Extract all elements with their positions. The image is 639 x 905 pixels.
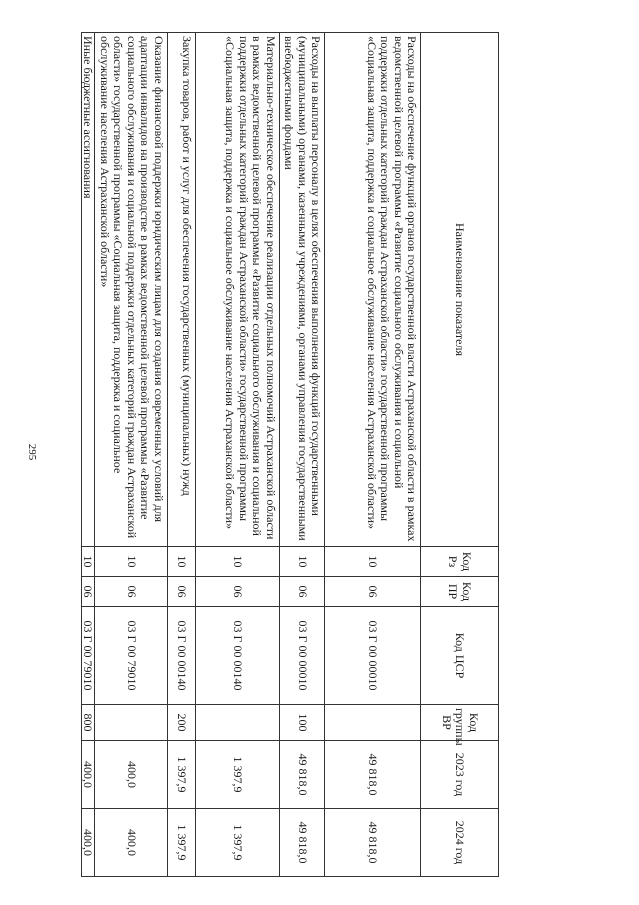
table-row [325,33,421,877]
row-csr: 03 Г 00 79010 [95,607,167,705]
row-name: Материально-техническое обеспечение реализации отдельных полномочий Астраханской области в рамках ведомственной целевой программы «Развитие социального обслуживания и социальной поддержки отдельных категорий граждан Астраханской области» государственной программы «Социальная защита, поддержка и социальное обслуживание населения Астраханской области» [195,33,279,547]
row-2024: 49 818,0 [325,809,421,877]
row-csr: 03 Г 00 00140 [195,607,279,705]
header-2024: 2024 год [421,809,499,877]
header-name: Наименование показателя [421,33,499,547]
row-rz: 10 [95,547,167,577]
row-name: Иные бюджетные ассигнования [82,33,95,547]
row-vr [95,705,167,741]
row-pr: 06 [279,577,324,607]
row-2023: 1 397,9 [167,741,195,809]
row-vr: 100 [279,705,324,741]
table-row [279,33,324,877]
page-number: 295 [26,443,38,461]
row-2023: 49 818,0 [279,741,324,809]
table-header-row [421,33,499,877]
row-csr: 03 Г 00 79010 [82,607,95,705]
table-row [195,33,279,877]
row-2024: 400,0 [82,809,95,877]
row-name: Расходы на выплаты персоналу в целях обеспечения выполнения функций государственными (муниципальными) органами, казенными учреждениями, органами управления государственными внебюджетными фондами [279,33,324,547]
row-2024: 49 818,0 [279,809,324,877]
row-rz: 10 [82,547,95,577]
row-2023: 49 818,0 [325,741,421,809]
row-pr: 06 [95,577,167,607]
row-csr: 03 Г 00 00010 [279,607,324,705]
row-2023: 1 397,9 [195,741,279,809]
row-vr: 800 [82,705,95,741]
row-2024: 400,0 [95,809,167,877]
row-pr: 06 [82,577,95,607]
table-row [167,33,195,877]
table-row [82,33,95,877]
row-2024: 1 397,9 [195,809,279,877]
header-vr: Код группы ВР [421,705,499,741]
row-vr: 200 [167,705,195,741]
row-name: Закупка товаров, работ и услуг для обеспечения государственных (муниципальных) нужд [167,33,195,547]
row-rz: 10 [325,547,421,577]
row-pr: 06 [195,577,279,607]
rotated-table-container [81,32,499,876]
row-vr [325,705,421,741]
row-pr: 06 [325,577,421,607]
row-pr: 06 [167,577,195,607]
header-2023: 2023 год [421,741,499,809]
row-rz: 10 [195,547,279,577]
row-csr: 03 Г 00 00140 [167,607,195,705]
row-2024: 1 397,9 [167,809,195,877]
row-2023: 400,0 [82,741,95,809]
table-row [95,33,167,877]
header-rz: Код Рз [421,547,499,577]
row-rz: 10 [167,547,195,577]
budget-table [82,32,500,877]
row-name: Оказание финансовой поддержки юридическим лицам для создания современных условий для адаптации инвалидов на производстве в рамках ведомственной целевой программы «Развитие социального обслуживания и социальной поддержки отдельных категорий граждан Астраханской области» государственной программы «Социальная защита, поддержка и социальное обслуживание населения Астраханской области» [95,33,167,547]
row-rz: 10 [279,547,324,577]
row-vr [195,705,279,741]
row-2023: 400,0 [95,741,167,809]
header-pr: Код ПР [421,577,499,607]
row-name: Расходы на обеспечение функций органов государственной власти Астраханской области в рамках ведомственной целевой программы «Развитие социального обслуживания и социальной поддержки отдельных категорий граждан Астраханской области» государственной программы «Социальная защита, поддержка и социальное обслуживание населения Астраханской области» [325,33,421,547]
row-csr: 03 Г 00 00010 [325,607,421,705]
header-csr: Код ЦСР [421,607,499,705]
